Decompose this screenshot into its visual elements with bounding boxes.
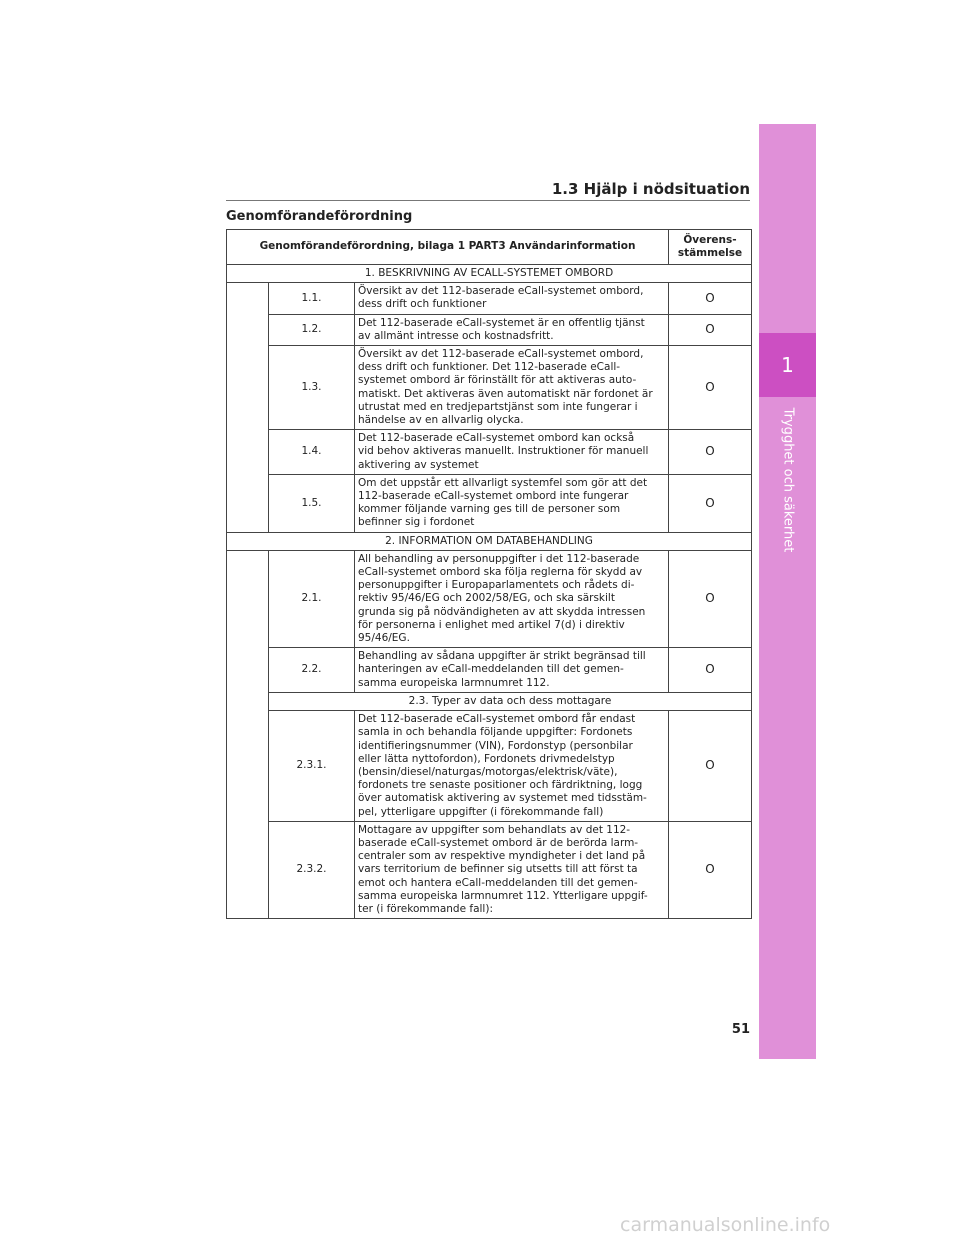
table-header-compliance: Överens- stämmelse	[669, 230, 752, 265]
row-number: 1.3.	[269, 346, 355, 430]
section-title-row	[227, 532, 752, 550]
row-compliance: O	[669, 550, 752, 647]
watermark: carmanualsonline.info	[620, 1214, 831, 1236]
row-compliance: O	[669, 314, 752, 345]
table-row	[227, 314, 752, 345]
row-number: 1.1.	[269, 283, 355, 314]
row-number: 1.2.	[269, 314, 355, 345]
chapter-number: 1	[781, 353, 794, 377]
page-number: 51	[731, 1022, 750, 1037]
chapter-number-box	[759, 333, 816, 397]
header-divider	[226, 200, 750, 201]
section-header: 1.3 Hjälp i nödsituation	[551, 180, 750, 198]
section-title-row	[227, 265, 752, 283]
table-header-main: Genomförandeförordning, bilaga 1 PART3 Användarinformation	[227, 230, 669, 265]
indent-cell	[227, 550, 269, 918]
row-text: All behandling av personuppgifter i det 112-baserade eCall-systemet ombord ska följa reglerna för skydd av personuppgifter i Europaparlamentets och rådets di- rektiv 95/46/EG och 2002/58/EG, och ska särskilt grunda sig på nödvändigheten av att skydda intressen för personerna i enlighet med artikel 7(d) i direktiv 95/46/EG.	[355, 550, 669, 647]
row-compliance: O	[669, 711, 752, 822]
row-number: 2.3.2.	[269, 821, 355, 918]
row-compliance: O	[669, 346, 752, 430]
row-text: Det 112-baserade eCall-systemet ombord kan också vid behov aktiveras manuellt. Instruktioner för manuell aktivering av systemet	[355, 430, 669, 475]
table-row	[227, 648, 752, 693]
section-title: 2. INFORMATION OM DATABEHANDLING	[227, 532, 752, 550]
row-text: Mottagare av uppgifter som behandlats av det 112- baserade eCall-systemet ombord är de berörda larm- centraler som av respektive myndigheter i det land på vars territorium de befinner sig utsetts till att först ta emot och hantera eCall-meddelanden till det gemen- samma europeiska larmnumret 112. Ytterligare uppgif- ter (i förekommande fall):	[355, 821, 669, 918]
row-text: Det 112-baserade eCall-systemet är en offentlig tjänst av allmänt intresse och kostnadsfritt.	[355, 314, 669, 345]
row-number: 1.4.	[269, 430, 355, 475]
table-row	[227, 346, 752, 430]
row-text: Översikt av det 112-baserade eCall-systemet ombord, dess drift och funktioner	[355, 283, 669, 314]
table-row	[227, 550, 752, 647]
section-title: 1. BESKRIVNING AV ECALL-SYSTEMET OMBORD	[227, 265, 752, 283]
row-compliance: O	[669, 430, 752, 475]
row-number: 2.3.1.	[269, 711, 355, 822]
chapter-label: Trygghet och säkerhet	[780, 407, 796, 553]
table-row	[227, 283, 752, 314]
row-text: Det 112-baserade eCall-systemet ombord får endast samla in och behandla följande uppgifter: Fordonets identifieringsnummer (VIN), Fordonstyp (personbilar eller lätta nyttofordon), Fordonets drivmedelstyp (bensin/diesel/naturgas/motorgas/elektrisk/väte), fordonets tre senaste positioner och färdriktning, logg över automatisk aktivering av systemet med tidsstäm- pel, ytterligare uppgifter (i förekommande fall)	[355, 711, 669, 822]
row-compliance: O	[669, 283, 752, 314]
table-row	[227, 430, 752, 475]
table-row	[227, 474, 752, 532]
row-compliance: O	[669, 474, 752, 532]
regulation-table	[226, 229, 752, 919]
row-number: 2.2.	[269, 648, 355, 693]
document-heading: Genomförandeförordning	[226, 209, 413, 224]
chapter-side-tab	[759, 124, 816, 1059]
indent-cell	[227, 283, 269, 532]
subsection-title-row	[227, 692, 752, 710]
table-row	[227, 711, 752, 822]
row-compliance: O	[669, 821, 752, 918]
row-compliance: O	[669, 648, 752, 693]
subsection-title: 2.3. Typer av data och dess mottagare	[269, 692, 752, 710]
row-number: 2.1.	[269, 550, 355, 647]
row-text: Översikt av det 112-baserade eCall-systemet ombord, dess drift och funktioner. Det 112-baserade eCall- systemet ombord är förinställt för att aktiveras auto- matiskt. Det aktiveras även automatiskt när fordonet är utrustat med en tredjepartstjänst som inte fungerar i händelse av en allvarlig olycka.	[355, 346, 669, 430]
table-row	[227, 821, 752, 918]
row-number: 1.5.	[269, 474, 355, 532]
row-text: Behandling av sådana uppgifter är strikt begränsad till hanteringen av eCall-meddelanden till det gemen- samma europeiska larmnumret 112.	[355, 648, 669, 693]
table-header-row	[227, 230, 752, 265]
row-text: Om det uppstår ett allvarligt systemfel som gör att det 112-baserade eCall-systemet ombord inte fungerar kommer följande varning ges till de personer som befinner sig i fordonet	[355, 474, 669, 532]
